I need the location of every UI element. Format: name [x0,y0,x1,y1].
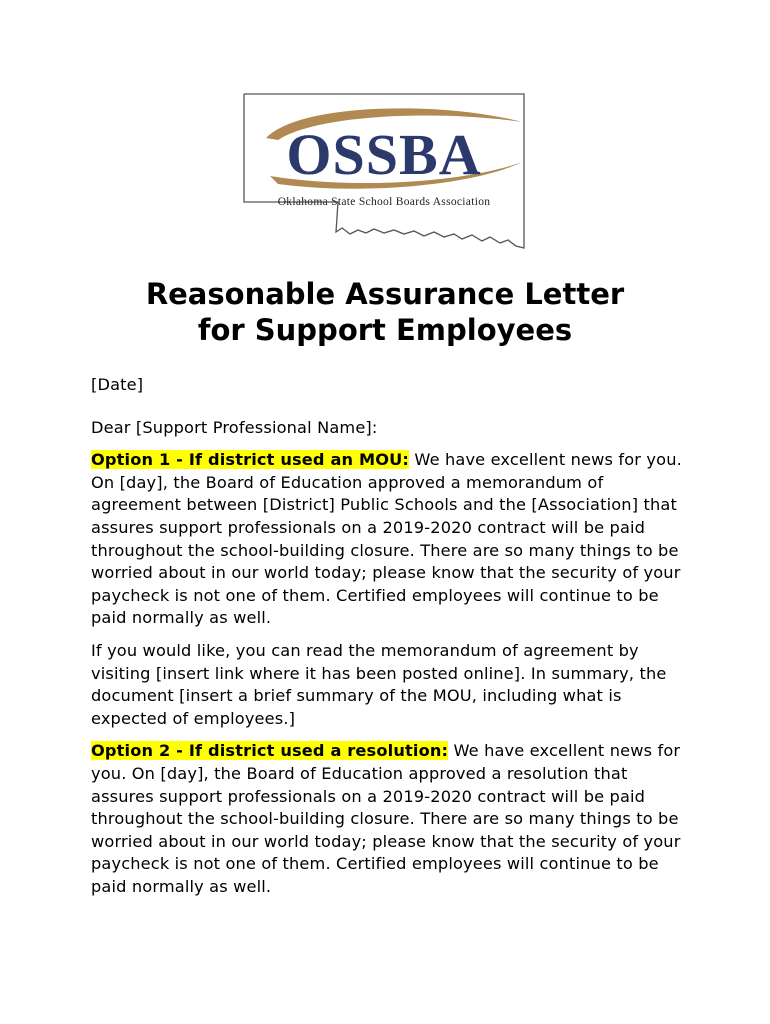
date-placeholder: [Date] [91,375,144,394]
document-title [0,276,770,348]
option-1-label: Option 1 - If district used an MOU: [91,450,410,470]
memo-paragraph: If you would like, you can read the memorandum of agreement by visiting [insert link where it has been posted online]. In summary, the document [insert a brief summary of the MOU, including what is expected of employees.] [91,640,667,728]
salutation: Dear [Support Professional Name]: [91,417,378,437]
option-2-label: Option 2 - If district used a resolution: [91,741,449,761]
option-1-text: We have excellent news for you. On [day], the Board of Education approved a memorandum of agreement between [District] Public Schools and the [Association] that assures support professionals on a 2019-2020 contract will be paid throughout the school-building closure. There are so many things to be worried about in our world today; please know that the security of your paycheck is not one of them. Certified employees will continue to be paid normally as well. [91,450,682,628]
title-line-1: Reasonable Assurance Letter [145,277,625,311]
organization-name: Oklahoma State School Boards Association [277,196,491,208]
option-1-paragraph [91,449,691,630]
option-2-text: We have excellent news for you. On [day], the Board of Education approved a resolution that assures support professionals on a 2019-2020 contract will be paid throughout the school-building closure. There are so many things to be worried about in our world today; please know that the security of your paycheck is not one of them. Certified employees will continue to be paid normally as well. [91,741,681,896]
oklahoma-outline-logo-graphic [238,92,530,252]
title-line-2: for Support Employees [197,313,573,347]
option-2-paragraph [91,740,691,898]
ossba-wordmark: OSSBA [286,122,482,187]
ossba-logo [238,92,530,252]
letter-body [91,374,691,908]
